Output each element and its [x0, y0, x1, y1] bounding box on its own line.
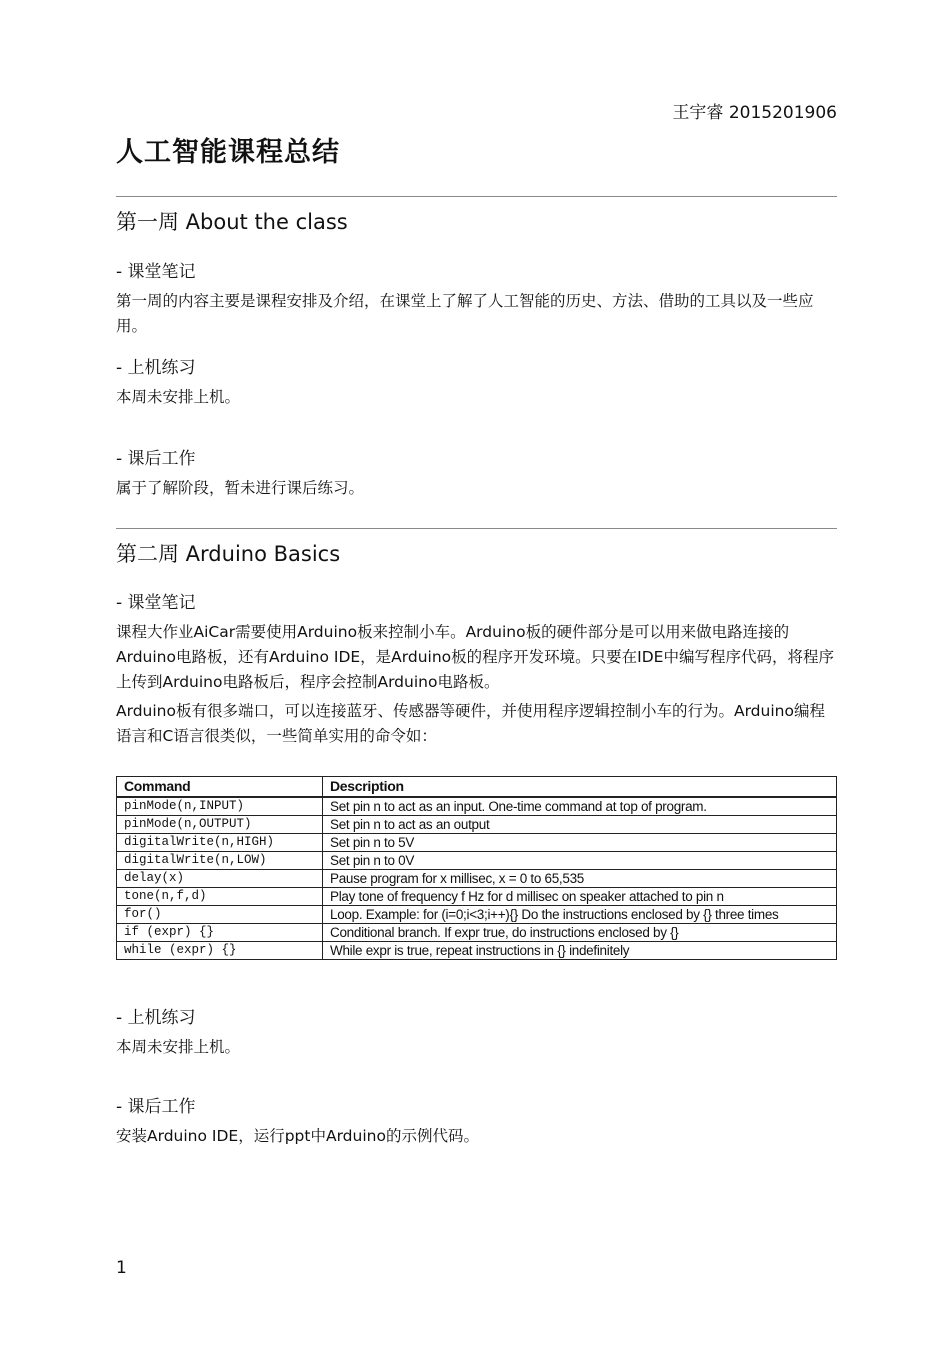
section-divider [116, 196, 837, 197]
week1-notes-heading: - 课堂笔记 [116, 262, 196, 282]
week2-homework-text: 安装Arduino IDE，运行ppt中Arduino的示例代码。 [116, 1127, 479, 1145]
description-cell: Set pin n to act as an output [323, 816, 837, 834]
week1-lab-text: 本周未安排上机。 [116, 388, 241, 406]
week2-heading: 第二周 Arduino Basics [116, 542, 341, 566]
command-cell: while (expr) {} [117, 942, 323, 960]
command-cell: pinMode(n,OUTPUT) [117, 816, 323, 834]
description-cell: Play tone of frequency f Hz for d millisec on speaker attached to pin n [323, 888, 837, 906]
week1-homework-text: 属于了解阶段，暂未进行课后练习。 [116, 479, 365, 497]
author-line: 王宇睿 2015201906 [672, 103, 837, 123]
description-cell: Set pin n to act as an input. One-time command at top of program. [323, 797, 837, 816]
column-header-description: Description [323, 777, 837, 798]
week1-lab-heading: - 上机练习 [116, 358, 196, 378]
week1-notes-text: 第一周的内容主要是课程安排及介绍，在课堂上了解了人工智能的历史、方法、借助的工具以及一些应用。 [116, 292, 814, 335]
command-cell: for() [117, 906, 323, 924]
command-cell: pinMode(n,INPUT) [117, 797, 323, 816]
table-row [117, 942, 837, 960]
description-cell: Loop. Example: for (i=0;i<3;i++){} Do the instructions enclosed by {} three times [323, 906, 837, 924]
week1-heading: 第一周 About the class [116, 210, 348, 234]
command-cell: if (expr) {} [117, 924, 323, 942]
description-cell: Conditional branch. If expr true, do instructions enclosed by {} [323, 924, 837, 942]
week2-notes-heading: - 课堂笔记 [116, 593, 196, 613]
page-number: 1 [116, 1258, 127, 1278]
command-cell: tone(n,f,d) [117, 888, 323, 906]
command-cell: digitalWrite(n,LOW) [117, 852, 323, 870]
document-title: 人工智能课程总结 [116, 137, 340, 168]
table-row [117, 906, 837, 924]
description-cell: Set pin n to 0V [323, 852, 837, 870]
section-divider [116, 528, 837, 529]
table-row [117, 870, 837, 888]
table-row [117, 797, 837, 816]
table-header-row [117, 777, 837, 798]
table-row [117, 834, 837, 852]
week2-notes-text-1: 课程大作业AiCar需要使用Arduino板来控制小车。Arduino板的硬件部分是可以用来做电路连接的Arduino电路板，还有Arduino IDE，是Arduino板的程序开发环境。只要在IDE中编写程序代码，将程序上传到Arduino电路板后，程序会控制Arduino电路板。 [116, 623, 834, 691]
arduino-command-table [116, 776, 837, 960]
week2-lab-heading: - 上机练习 [116, 1008, 196, 1028]
description-cell: While expr is true, repeat instructions in {} indefinitely [323, 942, 837, 960]
table-row [117, 852, 837, 870]
table-row [117, 888, 837, 906]
week2-notes-text-2: Arduino板有很多端口，可以连接蓝牙、传感器等硬件，并使用程序逻辑控制小车的行为。Arduino编程语言和C语言很类似，一些简单实用的命令如： [116, 702, 825, 745]
description-cell: Pause program for x millisec, x = 0 to 65,535 [323, 870, 837, 888]
week2-lab-text: 本周未安排上机。 [116, 1038, 241, 1056]
description-cell: Set pin n to 5V [323, 834, 837, 852]
command-cell: digitalWrite(n,HIGH) [117, 834, 323, 852]
table-row [117, 924, 837, 942]
week2-homework-heading: - 课后工作 [116, 1097, 196, 1117]
column-header-command: Command [117, 777, 323, 798]
command-cell: delay(x) [117, 870, 323, 888]
week1-homework-heading: - 课后工作 [116, 449, 196, 469]
table-row [117, 816, 837, 834]
